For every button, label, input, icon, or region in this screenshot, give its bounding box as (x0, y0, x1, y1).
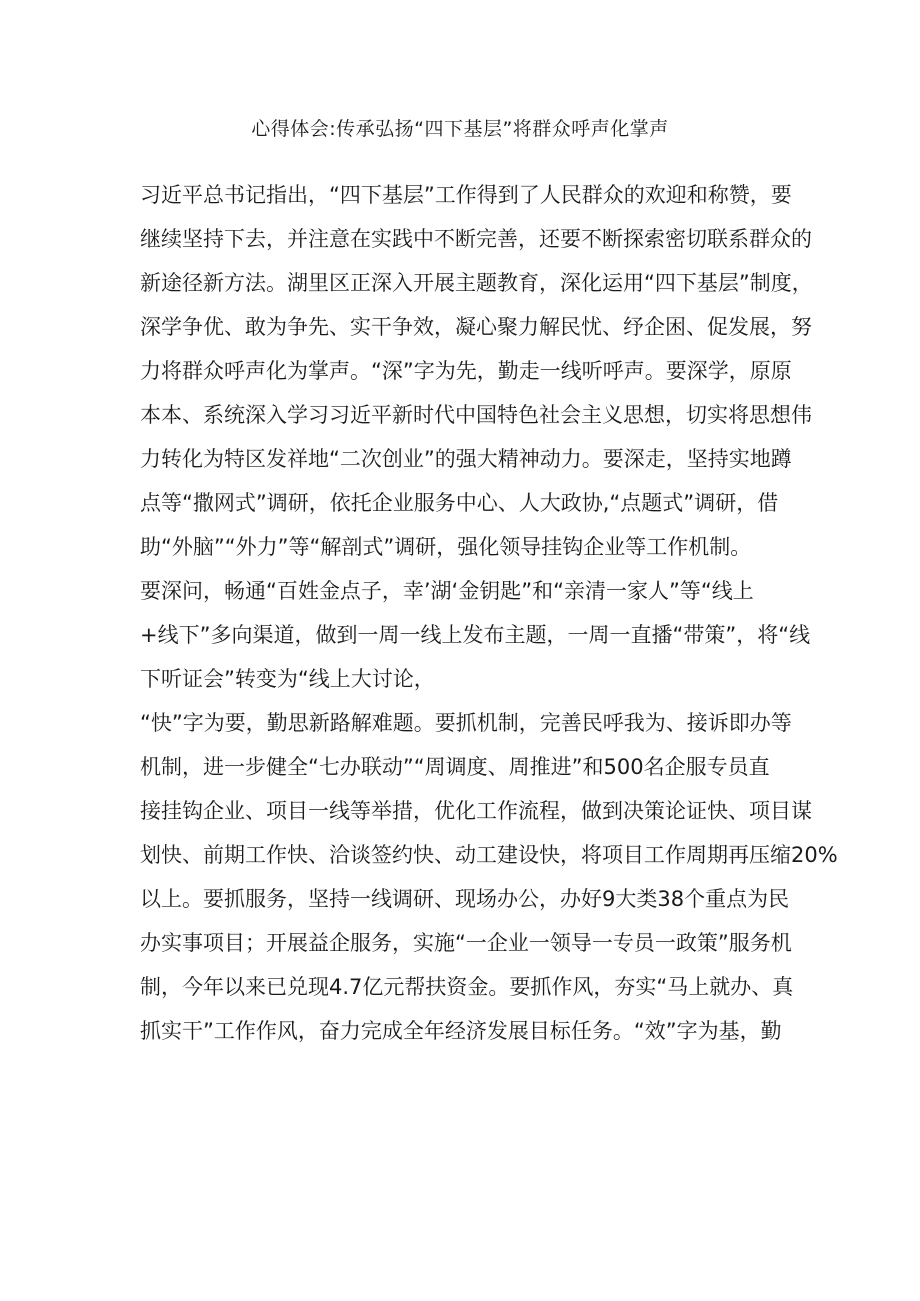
paragraph-line: 制，今年以来已兑现4.7亿元帮扶资金。要抓作风，夯实“马上就办、真 (140, 975, 794, 999)
paragraph-line: 新途径新方法。湖里区正深入开展主题教育，深化运用“四下基层”制度， (140, 271, 813, 295)
paragraph-line: “快”字为要，勤思新路解难题。要抓机制，完善民呼我为、接诉即办等 (140, 711, 792, 735)
document-title: 心得体会:传承弘扬“四下基层”将群众呼声化掌声 (251, 118, 669, 140)
paragraph-line: 抓实干”工作作风，奋力完成全年经济发展目标任务。“效”字为基，勤 (140, 1019, 782, 1043)
paragraph-line: 助“外脑”“外力”等“解剖式”调研，强化领导挂钩企业等工作机制。 (140, 535, 752, 559)
paragraph-line: 深学争优、敢为争先、实干争效，凝心聚力解民忧、纾企困、促发展，努 (140, 315, 812, 339)
paragraph-line: 继续坚持下去，并注意在实践中不断完善，还要不断探索密切联系群众的 (140, 227, 812, 251)
paragraph-line: 要深问，畅通“百姓金点子，幸’湖‘金钥匙”和“亲清一家人”等“线上 (140, 579, 754, 603)
paragraph-line: 力将群众呼声化为掌声。“深”字为先，勤走一线听呼声。要深学，原原 (140, 359, 792, 383)
paragraph-line: 以上。要抓服务，坚持一线调研、现场办公，办好9大类38个重点为民 (140, 887, 790, 911)
paragraph-line: +线下”多向渠道，做到一周一线上发布主题，一周一直播“带策”，将“线 (140, 623, 811, 647)
paragraph-line: 机制，进一步健全“七办联动”“周调度、周推进”和500名企服专员直 (140, 755, 770, 779)
paragraph-line: 点等“撒网式”调研，依托企业服务中心、人大政协,“点题式”调研，借 (140, 491, 779, 515)
paragraph-line: 下听证会”转变为“线上大讨论， (140, 667, 435, 691)
paragraph-line: 办实事项目；开展益企服务，实施“一企业一领导一专员一政策”服务机 (140, 931, 792, 955)
paragraph-line: 接挂钩企业、项目一线等举措，优化工作流程，做到决策论证快、项目谋 (140, 799, 812, 823)
paragraph-line: 力转化为特区发祥地“二次创业”的强大精神动力。要深走，坚持实地蹲 (140, 447, 792, 471)
paragraph-line: 划快、前期工作快、洽谈签约快、动工建设快，将项目工作周期再压缩20% (140, 843, 838, 867)
paragraph-line: 习近平总书记指出，“四下基层”工作得到了人民群众的欢迎和称赞，要 (140, 183, 792, 207)
paragraph-line: 本本、系统深入学习习近平新时代中国特色社会主义思想，切实将思想伟 (140, 403, 812, 427)
